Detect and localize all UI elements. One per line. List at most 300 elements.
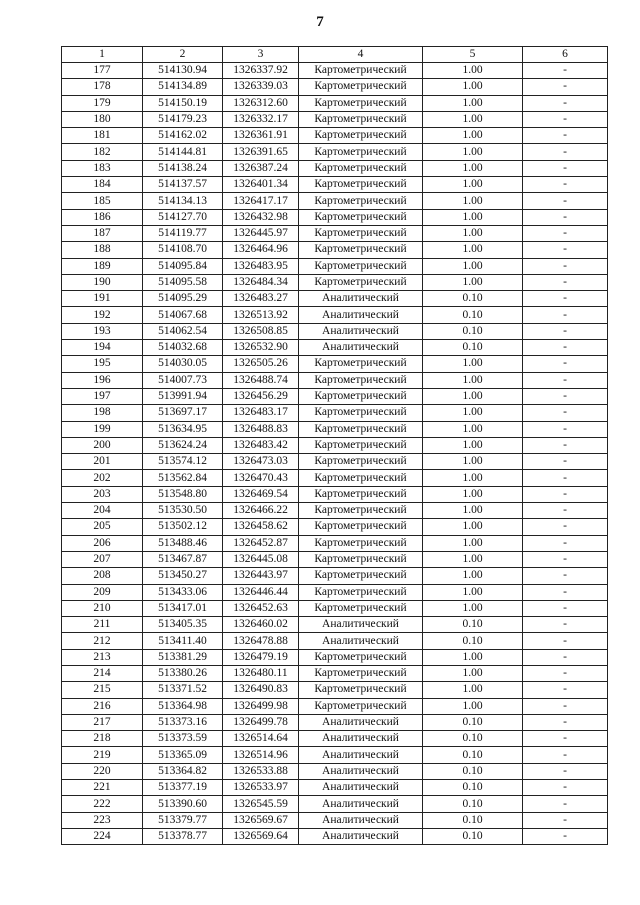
method-cell: Картометрический xyxy=(299,665,423,681)
method-cell: Аналитический xyxy=(299,714,423,730)
note-cell: - xyxy=(523,665,608,681)
method-cell: Картометрический xyxy=(299,649,423,665)
accuracy-cell: 1.00 xyxy=(423,160,523,176)
point-number-cell: 214 xyxy=(62,665,143,681)
method-cell: Картометрический xyxy=(299,551,423,567)
y-coordinate-cell: 1326470.43 xyxy=(223,470,299,486)
table-row xyxy=(62,714,608,730)
note-cell: - xyxy=(523,649,608,665)
y-coordinate-cell: 1326391.65 xyxy=(223,144,299,160)
y-coordinate-cell: 1326464.96 xyxy=(223,242,299,258)
accuracy-cell: 1.00 xyxy=(423,356,523,372)
note-cell: - xyxy=(523,323,608,339)
x-coordinate-cell: 514095.84 xyxy=(143,258,223,274)
coordinates-table xyxy=(61,46,608,845)
point-number-cell: 190 xyxy=(62,274,143,290)
y-coordinate-cell: 1326488.83 xyxy=(223,421,299,437)
table-row xyxy=(62,796,608,812)
table-row xyxy=(62,111,608,127)
note-cell: - xyxy=(523,307,608,323)
method-cell: Картометрический xyxy=(299,209,423,225)
method-cell: Картометрический xyxy=(299,388,423,404)
note-cell: - xyxy=(523,780,608,796)
table-row xyxy=(62,682,608,698)
point-number-cell: 191 xyxy=(62,291,143,307)
x-coordinate-cell: 514067.68 xyxy=(143,307,223,323)
y-coordinate-cell: 1326532.90 xyxy=(223,340,299,356)
table-row xyxy=(62,242,608,258)
table-row xyxy=(62,388,608,404)
x-coordinate-cell: 513530.50 xyxy=(143,503,223,519)
point-number-cell: 187 xyxy=(62,225,143,241)
table-row xyxy=(62,470,608,486)
method-cell: Картометрический xyxy=(299,503,423,519)
method-cell: Картометрический xyxy=(299,437,423,453)
accuracy-cell: 1.00 xyxy=(423,470,523,486)
y-coordinate-cell: 1326545.59 xyxy=(223,796,299,812)
column-header: 6 xyxy=(523,47,608,63)
point-number-cell: 216 xyxy=(62,698,143,714)
point-number-cell: 177 xyxy=(62,63,143,79)
y-coordinate-cell: 1326361.91 xyxy=(223,128,299,144)
y-coordinate-cell: 1326508.85 xyxy=(223,323,299,339)
point-number-cell: 183 xyxy=(62,160,143,176)
point-number-cell: 210 xyxy=(62,600,143,616)
x-coordinate-cell: 513390.60 xyxy=(143,796,223,812)
method-cell: Картометрический xyxy=(299,519,423,535)
x-coordinate-cell: 513991.94 xyxy=(143,388,223,404)
accuracy-cell: 0.10 xyxy=(423,828,523,844)
point-number-cell: 224 xyxy=(62,828,143,844)
table-row xyxy=(62,340,608,356)
accuracy-cell: 0.10 xyxy=(423,812,523,828)
method-cell: Картометрический xyxy=(299,111,423,127)
note-cell: - xyxy=(523,763,608,779)
y-coordinate-cell: 1326387.24 xyxy=(223,160,299,176)
x-coordinate-cell: 513562.84 xyxy=(143,470,223,486)
accuracy-cell: 1.00 xyxy=(423,698,523,714)
point-number-cell: 200 xyxy=(62,437,143,453)
method-cell: Картометрический xyxy=(299,258,423,274)
accuracy-cell: 1.00 xyxy=(423,437,523,453)
table-row xyxy=(62,828,608,844)
x-coordinate-cell: 513365.09 xyxy=(143,747,223,763)
table-header-row xyxy=(62,47,608,63)
note-cell: - xyxy=(523,747,608,763)
method-cell: Аналитический xyxy=(299,747,423,763)
note-cell: - xyxy=(523,551,608,567)
accuracy-cell: 0.10 xyxy=(423,617,523,633)
note-cell: - xyxy=(523,796,608,812)
note-cell: - xyxy=(523,714,608,730)
y-coordinate-cell: 1326452.87 xyxy=(223,535,299,551)
table-row xyxy=(62,95,608,111)
y-coordinate-cell: 1326483.27 xyxy=(223,291,299,307)
note-cell: - xyxy=(523,95,608,111)
point-number-cell: 196 xyxy=(62,372,143,388)
table-row xyxy=(62,698,608,714)
page-number: 7 xyxy=(316,14,324,30)
point-number-cell: 189 xyxy=(62,258,143,274)
note-cell: - xyxy=(523,731,608,747)
method-cell: Картометрический xyxy=(299,128,423,144)
note-cell: - xyxy=(523,372,608,388)
x-coordinate-cell: 513381.29 xyxy=(143,649,223,665)
method-cell: Картометрический xyxy=(299,535,423,551)
y-coordinate-cell: 1326505.26 xyxy=(223,356,299,372)
x-coordinate-cell: 513548.80 xyxy=(143,486,223,502)
table-row xyxy=(62,763,608,779)
note-cell: - xyxy=(523,535,608,551)
note-cell: - xyxy=(523,258,608,274)
point-number-cell: 202 xyxy=(62,470,143,486)
point-number-cell: 194 xyxy=(62,340,143,356)
x-coordinate-cell: 513697.17 xyxy=(143,405,223,421)
accuracy-cell: 1.00 xyxy=(423,454,523,470)
accuracy-cell: 1.00 xyxy=(423,372,523,388)
y-coordinate-cell: 1326499.98 xyxy=(223,698,299,714)
table-row xyxy=(62,405,608,421)
y-coordinate-cell: 1326417.17 xyxy=(223,193,299,209)
accuracy-cell: 0.10 xyxy=(423,731,523,747)
y-coordinate-cell: 1326446.44 xyxy=(223,584,299,600)
y-coordinate-cell: 1326443.97 xyxy=(223,568,299,584)
method-cell: Аналитический xyxy=(299,307,423,323)
accuracy-cell: 1.00 xyxy=(423,503,523,519)
y-coordinate-cell: 1326460.02 xyxy=(223,617,299,633)
note-cell: - xyxy=(523,225,608,241)
table-row xyxy=(62,568,608,584)
note-cell: - xyxy=(523,486,608,502)
point-number-cell: 197 xyxy=(62,388,143,404)
accuracy-cell: 0.10 xyxy=(423,780,523,796)
x-coordinate-cell: 514138.24 xyxy=(143,160,223,176)
y-coordinate-cell: 1326312.60 xyxy=(223,95,299,111)
point-number-cell: 181 xyxy=(62,128,143,144)
note-cell: - xyxy=(523,617,608,633)
x-coordinate-cell: 514108.70 xyxy=(143,242,223,258)
table-row xyxy=(62,160,608,176)
method-cell: Картометрический xyxy=(299,193,423,209)
method-cell: Картометрический xyxy=(299,421,423,437)
accuracy-cell: 1.00 xyxy=(423,193,523,209)
accuracy-cell: 1.00 xyxy=(423,682,523,698)
table-row xyxy=(62,519,608,535)
method-cell: Аналитический xyxy=(299,323,423,339)
x-coordinate-cell: 513574.12 xyxy=(143,454,223,470)
table-row xyxy=(62,274,608,290)
y-coordinate-cell: 1326490.83 xyxy=(223,682,299,698)
y-coordinate-cell: 1326514.64 xyxy=(223,731,299,747)
y-coordinate-cell: 1326483.42 xyxy=(223,437,299,453)
point-number-cell: 208 xyxy=(62,568,143,584)
y-coordinate-cell: 1326484.34 xyxy=(223,274,299,290)
note-cell: - xyxy=(523,812,608,828)
note-cell: - xyxy=(523,600,608,616)
point-number-cell: 182 xyxy=(62,144,143,160)
method-cell: Аналитический xyxy=(299,780,423,796)
method-cell: Аналитический xyxy=(299,763,423,779)
note-cell: - xyxy=(523,405,608,421)
accuracy-cell: 1.00 xyxy=(423,128,523,144)
table-row xyxy=(62,584,608,600)
note-cell: - xyxy=(523,79,608,95)
method-cell: Картометрический xyxy=(299,584,423,600)
accuracy-cell: 1.00 xyxy=(423,519,523,535)
point-number-cell: 206 xyxy=(62,535,143,551)
note-cell: - xyxy=(523,177,608,193)
table-row xyxy=(62,812,608,828)
x-coordinate-cell: 514130.94 xyxy=(143,63,223,79)
accuracy-cell: 1.00 xyxy=(423,95,523,111)
y-coordinate-cell: 1326473.03 xyxy=(223,454,299,470)
x-coordinate-cell: 514095.58 xyxy=(143,274,223,290)
x-coordinate-cell: 513624.24 xyxy=(143,437,223,453)
point-number-cell: 184 xyxy=(62,177,143,193)
x-coordinate-cell: 513364.82 xyxy=(143,763,223,779)
note-cell: - xyxy=(523,388,608,404)
column-header: 3 xyxy=(223,47,299,63)
accuracy-cell: 1.00 xyxy=(423,144,523,160)
note-cell: - xyxy=(523,160,608,176)
method-cell: Картометрический xyxy=(299,470,423,486)
y-coordinate-cell: 1326401.34 xyxy=(223,177,299,193)
x-coordinate-cell: 513411.40 xyxy=(143,633,223,649)
x-coordinate-cell: 514162.02 xyxy=(143,128,223,144)
x-coordinate-cell: 513377.19 xyxy=(143,780,223,796)
point-number-cell: 207 xyxy=(62,551,143,567)
method-cell: Картометрический xyxy=(299,486,423,502)
table-row xyxy=(62,600,608,616)
note-cell: - xyxy=(523,144,608,160)
accuracy-cell: 1.00 xyxy=(423,584,523,600)
x-coordinate-cell: 513373.59 xyxy=(143,731,223,747)
accuracy-cell: 0.10 xyxy=(423,307,523,323)
note-cell: - xyxy=(523,503,608,519)
table-row xyxy=(62,307,608,323)
column-header: 2 xyxy=(143,47,223,63)
accuracy-cell: 0.10 xyxy=(423,291,523,307)
point-number-cell: 213 xyxy=(62,649,143,665)
x-coordinate-cell: 514137.57 xyxy=(143,177,223,193)
y-coordinate-cell: 1326456.29 xyxy=(223,388,299,404)
accuracy-cell: 1.00 xyxy=(423,258,523,274)
point-number-cell: 186 xyxy=(62,209,143,225)
method-cell: Картометрический xyxy=(299,274,423,290)
table-row xyxy=(62,454,608,470)
x-coordinate-cell: 514062.54 xyxy=(143,323,223,339)
table-row xyxy=(62,144,608,160)
y-coordinate-cell: 1326332.17 xyxy=(223,111,299,127)
accuracy-cell: 1.00 xyxy=(423,535,523,551)
x-coordinate-cell: 513405.35 xyxy=(143,617,223,633)
x-coordinate-cell: 514179.23 xyxy=(143,111,223,127)
note-cell: - xyxy=(523,568,608,584)
method-cell: Аналитический xyxy=(299,617,423,633)
method-cell: Картометрический xyxy=(299,79,423,95)
point-number-cell: 199 xyxy=(62,421,143,437)
note-cell: - xyxy=(523,193,608,209)
method-cell: Картометрический xyxy=(299,600,423,616)
accuracy-cell: 1.00 xyxy=(423,649,523,665)
point-number-cell: 180 xyxy=(62,111,143,127)
x-coordinate-cell: 513371.52 xyxy=(143,682,223,698)
method-cell: Картометрический xyxy=(299,225,423,241)
column-header: 5 xyxy=(423,47,523,63)
method-cell: Аналитический xyxy=(299,291,423,307)
method-cell: Картометрический xyxy=(299,698,423,714)
table-row xyxy=(62,128,608,144)
note-cell: - xyxy=(523,828,608,844)
note-cell: - xyxy=(523,340,608,356)
table-body xyxy=(62,63,608,845)
y-coordinate-cell: 1326479.19 xyxy=(223,649,299,665)
point-number-cell: 222 xyxy=(62,796,143,812)
accuracy-cell: 1.00 xyxy=(423,209,523,225)
accuracy-cell: 1.00 xyxy=(423,242,523,258)
method-cell: Картометрический xyxy=(299,568,423,584)
table-row xyxy=(62,486,608,502)
table-row xyxy=(62,258,608,274)
x-coordinate-cell: 513380.26 xyxy=(143,665,223,681)
table-row xyxy=(62,193,608,209)
table-row xyxy=(62,421,608,437)
method-cell: Аналитический xyxy=(299,633,423,649)
method-cell: Картометрический xyxy=(299,405,423,421)
note-cell: - xyxy=(523,242,608,258)
accuracy-cell: 0.10 xyxy=(423,747,523,763)
method-cell: Картометрический xyxy=(299,372,423,388)
point-number-cell: 209 xyxy=(62,584,143,600)
accuracy-cell: 1.00 xyxy=(423,665,523,681)
point-number-cell: 223 xyxy=(62,812,143,828)
y-coordinate-cell: 1326483.95 xyxy=(223,258,299,274)
point-number-cell: 179 xyxy=(62,95,143,111)
accuracy-cell: 1.00 xyxy=(423,568,523,584)
table-row xyxy=(62,551,608,567)
accuracy-cell: 0.10 xyxy=(423,340,523,356)
note-cell: - xyxy=(523,454,608,470)
note-cell: - xyxy=(523,470,608,486)
table-row xyxy=(62,731,608,747)
table-row xyxy=(62,63,608,79)
point-number-cell: 192 xyxy=(62,307,143,323)
note-cell: - xyxy=(523,209,608,225)
x-coordinate-cell: 513379.77 xyxy=(143,812,223,828)
point-number-cell: 193 xyxy=(62,323,143,339)
table-row xyxy=(62,372,608,388)
table-row xyxy=(62,535,608,551)
x-coordinate-cell: 514119.77 xyxy=(143,225,223,241)
table-row xyxy=(62,649,608,665)
table-row xyxy=(62,437,608,453)
y-coordinate-cell: 1326533.88 xyxy=(223,763,299,779)
method-cell: Аналитический xyxy=(299,812,423,828)
accuracy-cell: 1.00 xyxy=(423,486,523,502)
method-cell: Аналитический xyxy=(299,731,423,747)
y-coordinate-cell: 1326569.67 xyxy=(223,812,299,828)
accuracy-cell: 1.00 xyxy=(423,63,523,79)
accuracy-cell: 0.10 xyxy=(423,633,523,649)
point-number-cell: 219 xyxy=(62,747,143,763)
accuracy-cell: 1.00 xyxy=(423,79,523,95)
y-coordinate-cell: 1326569.64 xyxy=(223,828,299,844)
x-coordinate-cell: 514134.89 xyxy=(143,79,223,95)
accuracy-cell: 1.00 xyxy=(423,177,523,193)
method-cell: Картометрический xyxy=(299,160,423,176)
y-coordinate-cell: 1326483.17 xyxy=(223,405,299,421)
note-cell: - xyxy=(523,698,608,714)
note-cell: - xyxy=(523,291,608,307)
method-cell: Аналитический xyxy=(299,828,423,844)
column-header: 4 xyxy=(299,47,423,63)
y-coordinate-cell: 1326469.54 xyxy=(223,486,299,502)
x-coordinate-cell: 513364.98 xyxy=(143,698,223,714)
y-coordinate-cell: 1326337.92 xyxy=(223,63,299,79)
y-coordinate-cell: 1326445.97 xyxy=(223,225,299,241)
y-coordinate-cell: 1326533.97 xyxy=(223,780,299,796)
x-coordinate-cell: 514032.68 xyxy=(143,340,223,356)
x-coordinate-cell: 513488.46 xyxy=(143,535,223,551)
point-number-cell: 212 xyxy=(62,633,143,649)
x-coordinate-cell: 513634.95 xyxy=(143,421,223,437)
point-number-cell: 204 xyxy=(62,503,143,519)
table-row xyxy=(62,633,608,649)
y-coordinate-cell: 1326478.88 xyxy=(223,633,299,649)
x-coordinate-cell: 514007.73 xyxy=(143,372,223,388)
y-coordinate-cell: 1326513.92 xyxy=(223,307,299,323)
y-coordinate-cell: 1326466.22 xyxy=(223,503,299,519)
note-cell: - xyxy=(523,421,608,437)
y-coordinate-cell: 1326458.62 xyxy=(223,519,299,535)
column-header: 1 xyxy=(62,47,143,63)
table-row xyxy=(62,617,608,633)
point-number-cell: 195 xyxy=(62,356,143,372)
accuracy-cell: 1.00 xyxy=(423,551,523,567)
accuracy-cell: 1.00 xyxy=(423,421,523,437)
point-number-cell: 203 xyxy=(62,486,143,502)
accuracy-cell: 0.10 xyxy=(423,763,523,779)
method-cell: Аналитический xyxy=(299,340,423,356)
point-number-cell: 215 xyxy=(62,682,143,698)
note-cell: - xyxy=(523,128,608,144)
point-number-cell: 198 xyxy=(62,405,143,421)
note-cell: - xyxy=(523,633,608,649)
x-coordinate-cell: 513502.12 xyxy=(143,519,223,535)
table-row xyxy=(62,356,608,372)
accuracy-cell: 1.00 xyxy=(423,405,523,421)
method-cell: Картометрический xyxy=(299,95,423,111)
y-coordinate-cell: 1326452.63 xyxy=(223,600,299,616)
note-cell: - xyxy=(523,63,608,79)
y-coordinate-cell: 1326480.11 xyxy=(223,665,299,681)
note-cell: - xyxy=(523,519,608,535)
method-cell: Картометрический xyxy=(299,177,423,193)
note-cell: - xyxy=(523,584,608,600)
x-coordinate-cell: 513433.06 xyxy=(143,584,223,600)
method-cell: Картометрический xyxy=(299,682,423,698)
accuracy-cell: 0.10 xyxy=(423,323,523,339)
x-coordinate-cell: 514150.19 xyxy=(143,95,223,111)
table-row xyxy=(62,225,608,241)
y-coordinate-cell: 1326499.78 xyxy=(223,714,299,730)
point-number-cell: 211 xyxy=(62,617,143,633)
x-coordinate-cell: 513417.01 xyxy=(143,600,223,616)
note-cell: - xyxy=(523,682,608,698)
x-coordinate-cell: 513467.87 xyxy=(143,551,223,567)
point-number-cell: 178 xyxy=(62,79,143,95)
y-coordinate-cell: 1326339.03 xyxy=(223,79,299,95)
